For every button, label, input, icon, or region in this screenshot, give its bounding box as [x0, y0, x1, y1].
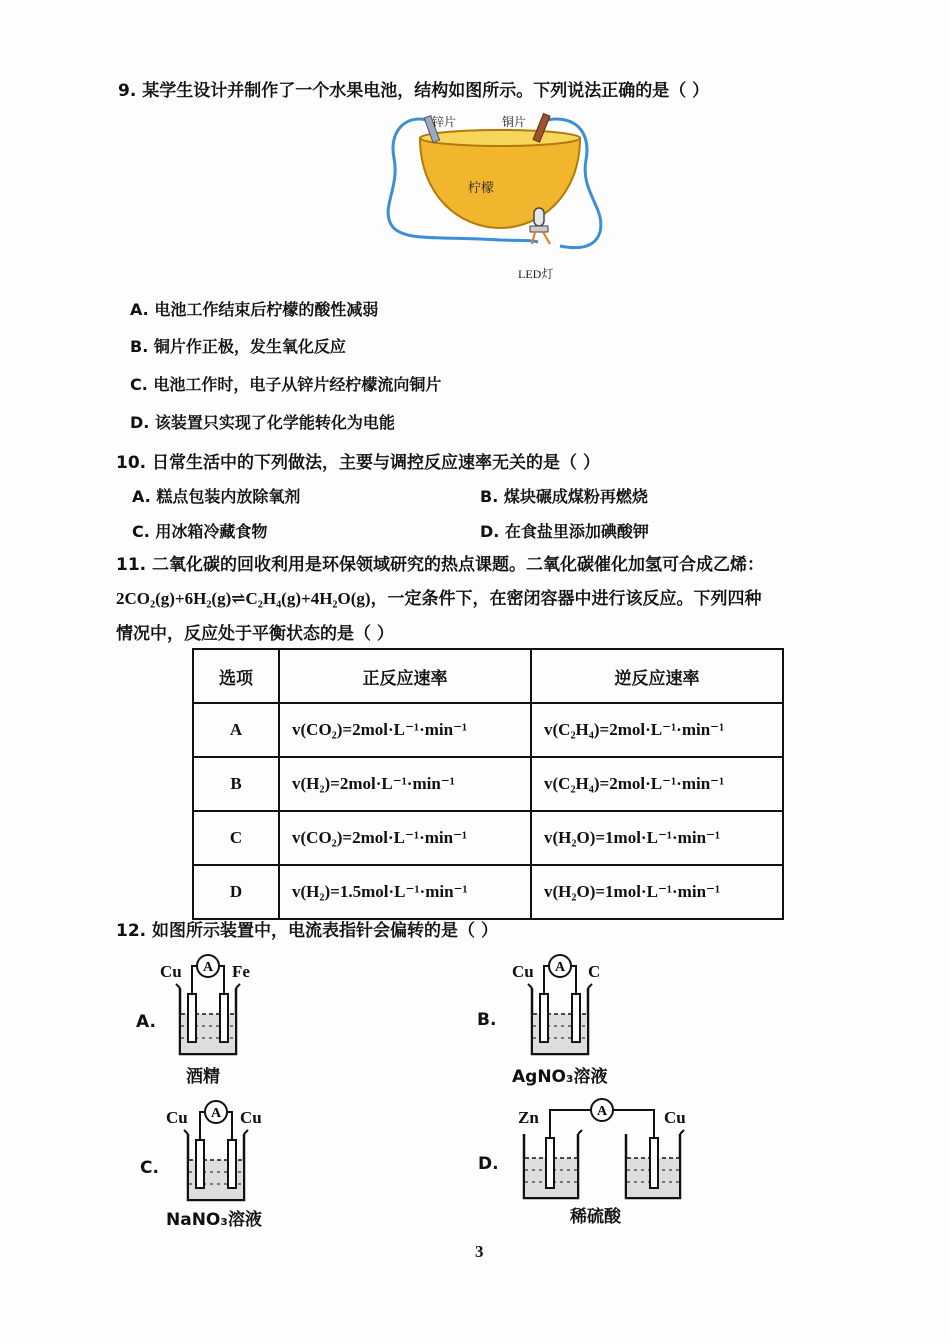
reverse-rate-cell: v(C₂H₄)=2mol·L⁻¹·min⁻¹	[531, 703, 783, 757]
electrode-label-right: Cu	[664, 1108, 686, 1127]
q12-option-c-letter: C.	[140, 1158, 159, 1178]
electrode-right	[228, 1140, 236, 1188]
table-row	[193, 757, 783, 811]
label-zinc: 锌片	[432, 115, 457, 129]
row-label: C	[193, 811, 279, 865]
label-copper: 铜片	[502, 115, 527, 129]
rate-table	[192, 648, 784, 920]
table-row	[193, 703, 783, 757]
q12-option-d-letter: D.	[478, 1154, 499, 1174]
q11-equation: 2CO₂(g)+6H₂(g)⇌C₂H₄(g)+4H₂O(g)	[116, 589, 371, 608]
q9-option-b: B. 铜片作正极，发生氧化反应	[130, 337, 346, 356]
q12-stem: 12. 如图所示装置中，电流表指针会偏转的是（ ）	[116, 921, 498, 941]
header-forward-rate: 正反应速率	[279, 649, 531, 703]
reverse-rate-cell: v(C₂H₄)=2mol·L⁻¹·min⁻¹	[531, 757, 783, 811]
svg-text:A: A	[202, 960, 214, 975]
header-option: 选项	[193, 649, 279, 703]
electrode-right	[650, 1138, 658, 1188]
reverse-rate-cell: v(H₂O)=1mol·L⁻¹·min⁻¹	[531, 811, 783, 865]
electrode-right	[572, 994, 580, 1042]
q10-option-d: D. 在食盐里添加碘酸钾	[480, 522, 649, 541]
q9-stem: 9. 某学生设计并制作了一个水果电池，结构如图所示。下列说法正确的是（ ）	[118, 81, 710, 101]
svg-text:A: A	[210, 1106, 222, 1121]
row-label: B	[193, 757, 279, 811]
reverse-rate-cell: v(H₂O)=1mol·L⁻¹·min⁻¹	[531, 865, 783, 919]
row-label: A	[193, 703, 279, 757]
forward-rate-cell: v(H₂)=1.5mol·L⁻¹·min⁻¹	[279, 865, 531, 919]
led-leg-right	[543, 232, 550, 244]
electrode-label-right: Fe	[232, 962, 250, 981]
led-base	[530, 226, 548, 232]
electrode-label-left: Cu	[160, 962, 182, 981]
electrode-left	[188, 994, 196, 1042]
electrode-left	[196, 1140, 204, 1188]
q9-option-d: D. 该装置只实现了化学能转化为电能	[130, 413, 395, 432]
solution-label: AgNO₃溶液	[512, 1067, 608, 1087]
q9-option-c: C. 电池工作时，电子从锌片经柠檬流向铜片	[130, 375, 442, 394]
electrode-label-left: Zn	[518, 1108, 539, 1127]
header-reverse-rate: 逆反应速率	[531, 649, 783, 703]
svg-text:A: A	[554, 960, 566, 975]
electrode-label-right: C	[588, 962, 601, 981]
page-number: 3	[475, 1242, 484, 1261]
q10-option-b: B. 煤块碾成煤粉再燃烧	[480, 487, 648, 506]
forward-rate-cell: v(CO₂)=2mol·L⁻¹·min⁻¹	[279, 811, 531, 865]
label-lemon: 柠檬	[468, 180, 495, 195]
electrode-label-left: Cu	[512, 962, 534, 981]
fruit-battery-figure	[380, 108, 620, 286]
q11-stem-line1: 11. 二氧化碳的回收利用是环保领域研究的热点课题。二氧化碳催化加氢可合成乙烯：	[116, 555, 765, 575]
q10-option-a: A. 糕点包装内放除氧剂	[132, 487, 301, 506]
solution-label: NaNO₃溶液	[166, 1210, 262, 1230]
svg-text:A: A	[596, 1104, 608, 1119]
q10-stem: 10. 日常生活中的下列做法，主要与调控反应速率无关的是（ ）	[116, 453, 600, 473]
lemon-top	[420, 130, 580, 146]
table-row	[193, 811, 783, 865]
led-bulb	[534, 208, 544, 226]
lemon-body	[420, 138, 580, 228]
q11-stem-line3: 情况中，反应处于平衡状态的是（ ）	[116, 624, 394, 644]
q11-stem-line2	[116, 584, 762, 609]
q12-option-a-letter: A.	[136, 1012, 156, 1032]
q10-option-c: C. 用冰箱冷藏食物	[132, 522, 268, 541]
q9-option-a: A. 电池工作结束后柠檬的酸性减弱	[130, 300, 379, 319]
forward-rate-cell: v(CO₂)=2mol·L⁻¹·min⁻¹	[279, 703, 531, 757]
row-label: D	[193, 865, 279, 919]
electrode-label-left: Cu	[166, 1108, 188, 1127]
electrode-label-right: Cu	[240, 1108, 262, 1127]
solution-label: 酒精	[186, 1067, 220, 1087]
electrode-left	[540, 994, 548, 1042]
q11-stem-part2: ，一定条件下，在密闭容器中进行该反应。下列四种	[370, 589, 762, 609]
table-header-row	[193, 649, 783, 703]
q12-option-b-letter: B.	[477, 1010, 497, 1030]
solution-label: 稀硫酸	[570, 1207, 621, 1227]
electrode-left	[546, 1138, 554, 1188]
forward-rate-cell: v(H₂)=2mol·L⁻¹·min⁻¹	[279, 757, 531, 811]
electrode-right	[220, 994, 228, 1042]
table-row	[193, 865, 783, 919]
label-led: LED灯	[518, 267, 554, 281]
